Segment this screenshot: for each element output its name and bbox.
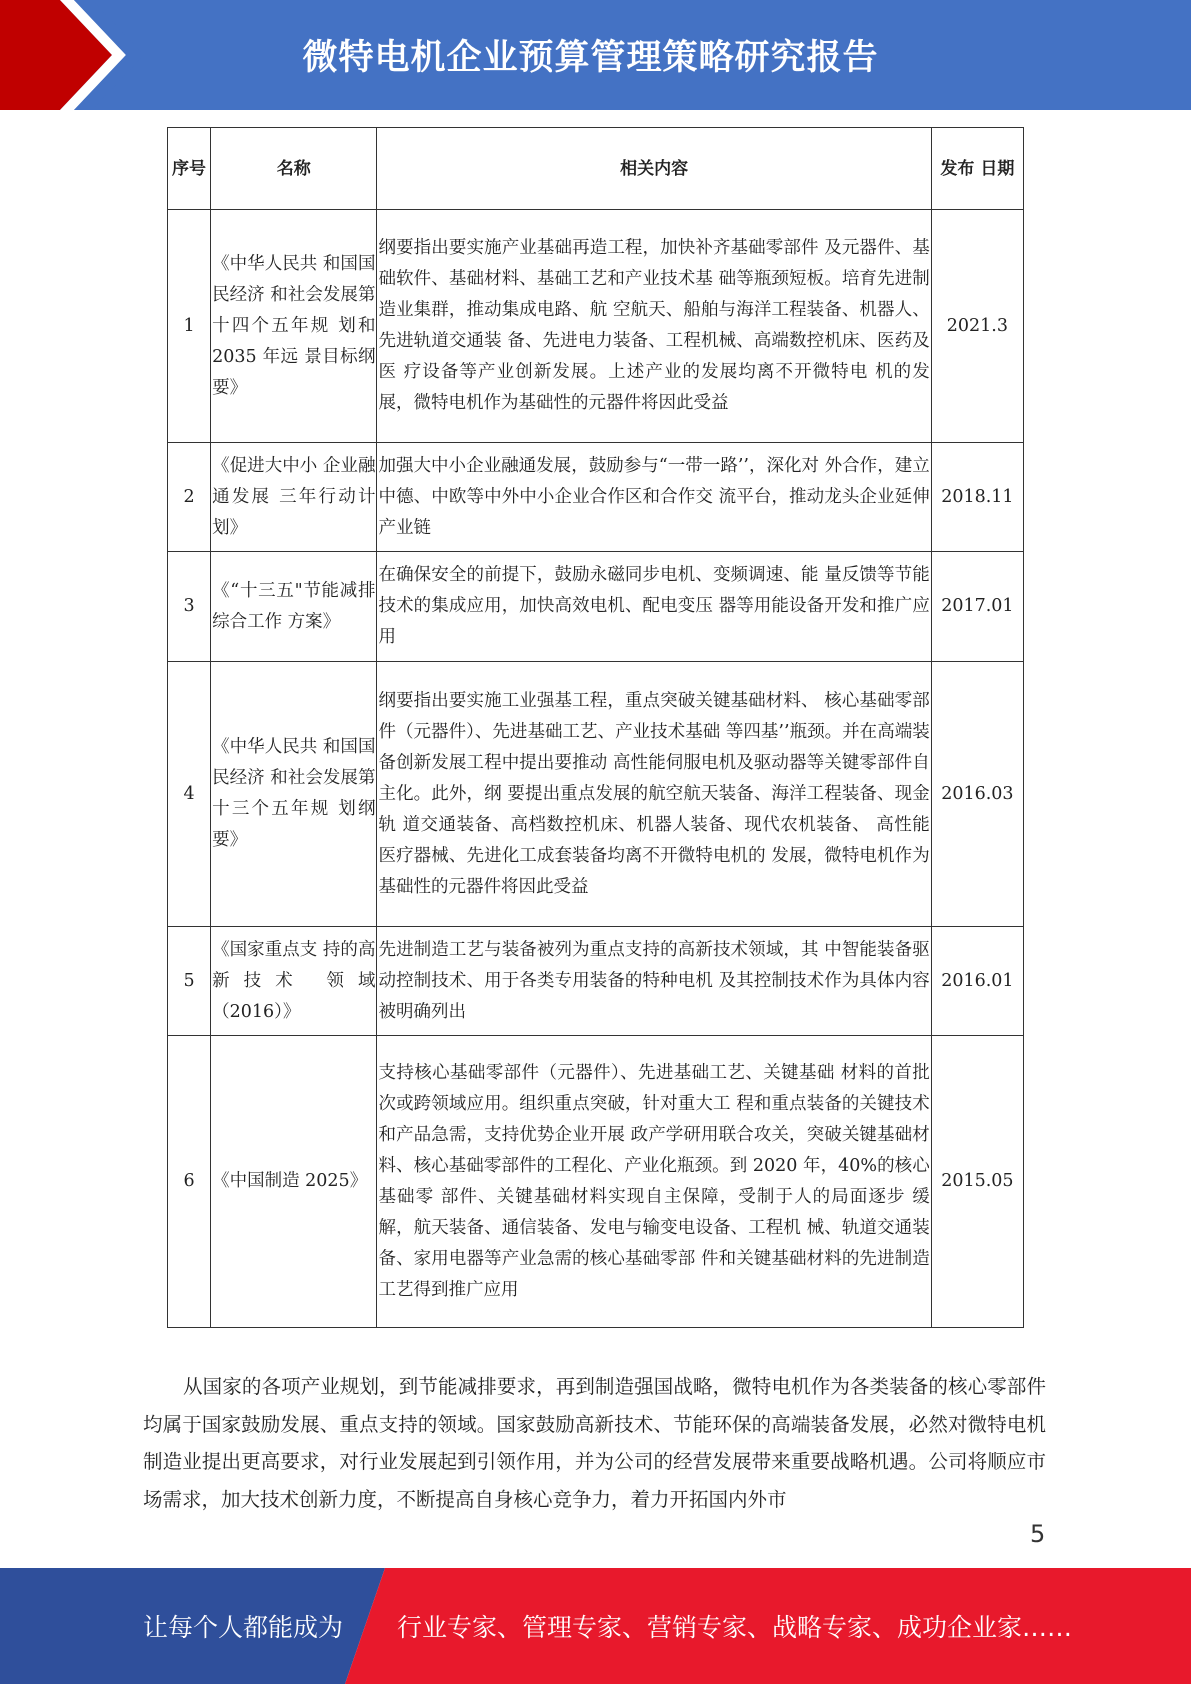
footer-slogan-left: 让每个人都能成为	[143, 1613, 344, 1642]
row-name: 《国家重点支 持的高新技术 领域（2016）》	[211, 927, 377, 1036]
table-row	[168, 662, 1024, 927]
body-paragraph: 从国家的各项产业规划，到节能减排要求，再到制造强国战略，微特电机作为各类装备的核心零部件均属于国家鼓励发展、重点支持的领域。国家鼓励高新技术、节能环保的高端装备发展，必然对微特电机制造业提出更高要求，对行业发展起到引领作用，并为公司的经营发展带来重要战略机遇。公司将顺应市场需求，加大技术创新力度，不断提高自身核心竞争力，着力开拓国内外市	[143, 1375, 1046, 1511]
row-content: 加强大中小企业融通发展，鼓励参与“一带一路’’，深化对 外合作，建立中德、中欧等中外中小企业合作区和合作交 流平台，推动龙头企业延伸产业链	[377, 443, 931, 552]
arrow-decoration-icon	[0, 0, 160, 110]
row-index: 1	[168, 210, 211, 443]
header-banner	[0, 0, 1191, 110]
table-row	[168, 1036, 1024, 1328]
table-row	[168, 443, 1024, 552]
row-name: 《中华人民共 和国国民经济 和社会发展第 十三个五年规 划纲要》	[211, 662, 377, 927]
row-index: 6	[168, 1036, 211, 1328]
header-content: 相关内容	[377, 128, 931, 210]
row-content: 在确保安全的前提下，鼓励永磁同步电机、变频调速、能 量反馈等节能技术的集成应用，加快高效电机、配电变压 器等用能设备开发和推广应用	[377, 552, 931, 662]
row-date: 2015.05	[931, 1036, 1023, 1328]
row-date: 2016.03	[931, 662, 1023, 927]
row-date: 2021.3	[931, 210, 1023, 443]
row-index: 2	[168, 443, 211, 552]
row-index: 5	[168, 927, 211, 1036]
row-content: 先进制造工艺与装备被列为重点支持的高新技术领域，其 中智能装备驱动控制技术、用于各类专用装备的特种电机 及其控制技术作为具体内容被明确列出	[377, 927, 931, 1036]
row-index: 4	[168, 662, 211, 927]
footer-banner	[0, 1568, 1191, 1684]
row-date: 2016.01	[931, 927, 1023, 1036]
header-date: 发布 日期	[931, 128, 1023, 210]
table-row	[168, 552, 1024, 662]
row-name: 《中华人民共 和国国民经济 和社会发展第 十四个五年规 划和 2035 年远 景目标纲要》	[211, 210, 377, 443]
table-row	[168, 210, 1024, 443]
row-content: 纲要指出要实施工业强基工程，重点突破关键基础材料、 核心基础零部件（元器件）、先进基础工艺、产业技术基础 等四基’’瓶颈。并在高端装备创新发展工程中提出要推动 高性能伺服电机及驱动器等关键零部件自主化。此外，纲 要提出重点发展的航空航天装备、海洋工程装备、现金轨 道交通装备、高档数控机床、机器人装备、现代农机装备、 高性能医疗器械、先进化工成套装备均离不开微特电机的 发展，微特电机作为基础性的元器件将因此受益	[377, 662, 931, 927]
page-title: 微特电机企业预算管理策略研究报告	[302, 38, 879, 78]
row-date: 2018.11	[931, 443, 1023, 552]
table-row	[168, 927, 1024, 1036]
row-date: 2017.01	[931, 552, 1023, 662]
header-index: 序号	[168, 128, 211, 210]
row-name: 《“十三五"节能减排综合工作 方案》	[211, 552, 377, 662]
row-name: 《促进大中小 企业融通发展 三年行动计划》	[211, 443, 377, 552]
row-name: 《中国制造 2025》	[211, 1036, 377, 1328]
table-header-row	[168, 128, 1024, 210]
row-index: 3	[168, 552, 211, 662]
policy-table	[167, 127, 1024, 1328]
page-number: 5	[1030, 1520, 1046, 1548]
row-content: 支持核心基础零部件（元器件）、先进基础工艺、关键基础 材料的首批次或跨领域应用。组织重点突破，针对重大工 程和重点装备的关键技术和产品急需，支持优势企业开展 政产学研用联合攻关，突破关键基础材料、核心基础零部件的工程化、产业化瓶颈。到 2020 年，40%的核心基础零 部件、关键基础材料实现自主保障，受制于人的局面逐步 缓解，航天装备、通信装备、发电与输变电设备、工程机 械、轨道交通装备、家用电器等产业急需的核心基础零部 件和关键基础材料的先进制造工艺得到推广应用	[377, 1036, 931, 1328]
row-content: 纲要指出要实施产业基础再造工程，加快补齐基础零部件 及元器件、基础软件、基础材料、基础工艺和产业技术基 础等瓶颈短板。培育先进制造业集群，推动集成电路、航 空航天、船舶与海洋工程装备、机器人、先进轨道交通装 备、先进电力装备、工程机械、高端数控机床、医药及医 疗设备等产业创新发展。上述产业的发展均离不开微特电 机的发展，微特电机作为基础性的元器件将因此受益	[377, 210, 931, 443]
footer-slogan-right: 行业专家、管理专家、营销专家、战略专家、成功企业家……	[397, 1613, 1073, 1642]
header-name: 名称	[211, 128, 377, 210]
